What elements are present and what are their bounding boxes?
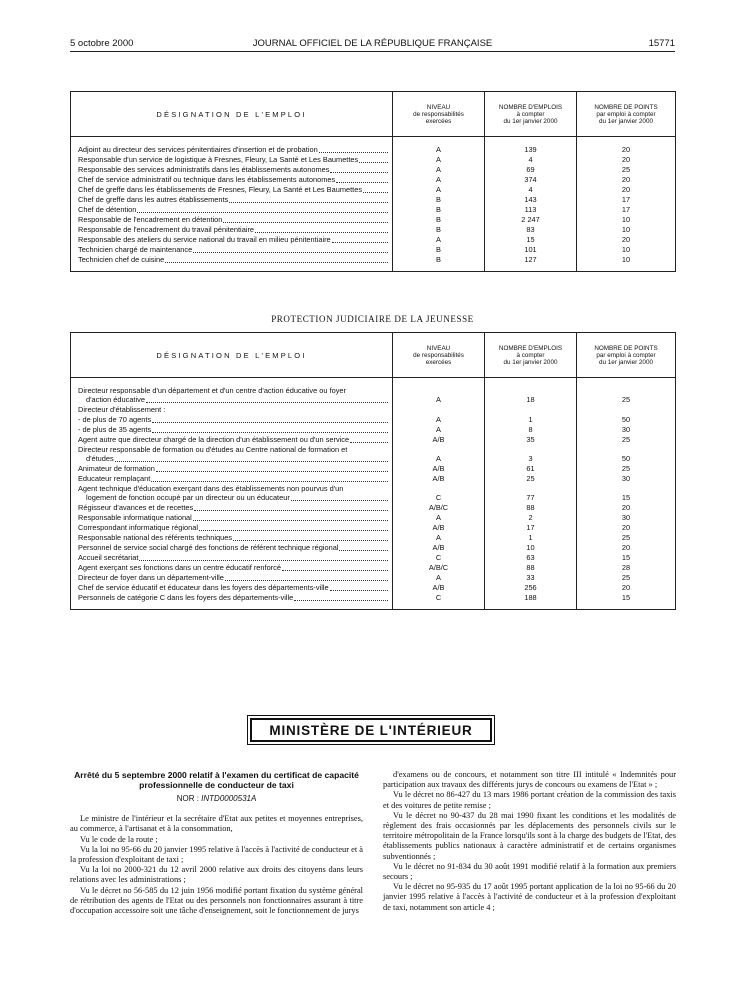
designation-text: - de plus de 70 agents [78, 415, 152, 424]
niveau-cell: A [393, 533, 485, 543]
visa-paragraph: Vu le décret no 91-834 du 30 août 1991 modifié relatif à la formation aux premiers secours ; [383, 861, 676, 882]
leader-dots [350, 442, 388, 443]
points-cell: 20 [577, 523, 676, 533]
designation-text: Technicien chef de cuisine [78, 255, 165, 264]
table-row [71, 415, 676, 425]
designation-text-cont: logement de fonction occupé par un directeur ou un éducateur [86, 493, 290, 502]
visa-paragraph: Vu la loi no 2000-321 du 12 avril 2000 relative aux droits des citoyens dans leurs relations avec les administrations ; [70, 865, 363, 885]
ministry-title: MINISTÈRE DE L'INTÉRIEUR [250, 718, 492, 742]
ministry-banner [247, 715, 495, 745]
designation-cell [71, 425, 393, 435]
emplois-cell: 33 [485, 573, 577, 583]
emplois-cell: 2 247 [485, 215, 577, 225]
designation-text: Responsable des ateliers du service national du travail en milieu pénitentiaire [78, 235, 331, 244]
points-cell: 17 [577, 205, 676, 215]
points-cell: 30 [577, 425, 676, 435]
emplois-cell: 88 [485, 503, 577, 513]
points-cell: 25 [577, 165, 676, 175]
table-row [71, 593, 676, 610]
designation-cell [71, 563, 393, 573]
leader-dots [359, 162, 388, 163]
designation-text: Responsable d'un service de logistique à Fresnes, Fleury, La Santé et Les Baumettes [78, 155, 359, 164]
emplois-cell: 374 [485, 175, 577, 185]
designation-cell [71, 474, 393, 484]
leader-dots [137, 212, 388, 213]
designation-cell [71, 533, 393, 543]
designation-cell [71, 503, 393, 513]
designation-text: Agent exerçant ses fonctions dans un centre éducatif renforcé [78, 563, 281, 572]
designation-cell [71, 523, 393, 533]
designation-text: Accueil secrétariat [78, 553, 139, 562]
leader-dots [363, 192, 388, 193]
emplois-cell: 88 [485, 563, 577, 573]
points-cell: 10 [577, 215, 676, 225]
emplois-cell: 4 [485, 155, 577, 165]
table-row [71, 378, 676, 406]
column-header-emplois: NOMBRE D'EMPLOIS à compter du 1er janvier 2000 [485, 92, 577, 137]
leader-dots [151, 481, 388, 482]
points-cell: 20 [577, 137, 676, 156]
niveau-cell: A [393, 425, 485, 435]
table-row [71, 464, 676, 474]
designation-text: Responsable des services administratifs dans les établissements autonomes [78, 165, 330, 174]
table-row [71, 573, 676, 583]
designation-text: Directeur d'établissement : [78, 405, 166, 414]
designation-cell [71, 137, 393, 156]
designation-cell [71, 235, 393, 245]
points-cell: 10 [577, 245, 676, 255]
leader-dots [115, 461, 388, 462]
designation-text: Chef de greffe dans les établissements de Fresnes, Fleury, La Santé et Les Baumettes [78, 185, 363, 194]
table-row [71, 435, 676, 445]
column-header-designation: DÉSIGNATION DE L'EMPLOI [71, 92, 393, 137]
leader-dots [223, 222, 388, 223]
visa-paragraph: Vu la loi no 95-66 du 20 janvier 1995 relative à l'accès à l'activité de conducteur et à la profession d'exploitant de taxi ; [70, 844, 363, 865]
emplois-cell: 18 [485, 378, 577, 406]
table-row [71, 563, 676, 573]
emplois-cell: 101 [485, 245, 577, 255]
designation-cell [71, 245, 393, 255]
niveau-cell: A/B [393, 583, 485, 593]
arrete-title: Arrêté du 5 septembre 2000 relatif à l'examen du certificat de capacité professionnelle de conducteur de taxi [74, 770, 359, 790]
points-cell: 50 [577, 445, 676, 464]
designation-text: Correspondant informatique régional [78, 523, 198, 532]
emplois-cell: 15 [485, 235, 577, 245]
niveau-cell [393, 405, 485, 415]
visa-paragraph: Vu le décret no 56-585 du 12 juin 1956 modifié portant fixation du système général de rétribution des agents de l'Etat ou des personnels non fonctionnaires assurant à titre d'occupation accessoire soit une tâche d'enseignement, soit le fonctionnement de jurys [70, 885, 363, 916]
points-cell: 20 [577, 155, 676, 165]
points-cell: 20 [577, 185, 676, 195]
designation-cell [71, 435, 393, 445]
designation-text: Responsable de l'encadrement en détention [78, 215, 223, 224]
niveau-cell: B [393, 255, 485, 272]
table-row [71, 245, 676, 255]
designation-cell [71, 405, 393, 415]
table-row [71, 405, 676, 415]
leader-dots [229, 202, 388, 203]
table-administration-penitentiaire [70, 91, 676, 272]
leader-dots [255, 232, 388, 233]
designation-cell [71, 464, 393, 474]
designation-cell [71, 195, 393, 205]
niveau-cell: A/B/C [393, 563, 485, 573]
designation-text: Responsable de l'encadrement du travail pénitentiaire [78, 225, 255, 234]
points-cell: 20 [577, 235, 676, 245]
designation-text: Régisseur d'avances et de recettes [78, 503, 194, 512]
niveau-cell: B [393, 195, 485, 205]
designation-cell [71, 415, 393, 425]
emplois-cell: 17 [485, 523, 577, 533]
designation-cell [71, 215, 393, 225]
niveau-cell: A [393, 137, 485, 156]
niveau-cell: A [393, 445, 485, 464]
leader-dots [330, 172, 388, 173]
designation-cell [71, 155, 393, 165]
points-cell: 25 [577, 464, 676, 474]
niveau-cell: A/B/C [393, 503, 485, 513]
points-cell: 20 [577, 503, 676, 513]
leader-dots [152, 432, 388, 433]
points-cell: 30 [577, 474, 676, 484]
article-column-right [383, 770, 676, 913]
leader-dots [339, 550, 388, 551]
niveau-cell: C [393, 484, 485, 503]
nor-label: NOR : [176, 794, 199, 803]
emplois-cell: 113 [485, 205, 577, 215]
designation-cell [71, 255, 393, 272]
designation-text: Educateur remplaçant [78, 474, 151, 483]
table-row [71, 225, 676, 235]
table-row [71, 137, 676, 156]
designation-text: Directeur responsable d'un département et d'un centre d'action éducative ou foyer [78, 386, 346, 395]
leader-dots [156, 471, 388, 472]
points-cell: 30 [577, 513, 676, 523]
leader-dots [193, 252, 388, 253]
table-row [71, 513, 676, 523]
table-row [71, 533, 676, 543]
emplois-cell: 77 [485, 484, 577, 503]
emplois-cell: 2 [485, 513, 577, 523]
emplois-cell: 1 [485, 415, 577, 425]
leader-dots [336, 182, 388, 183]
points-cell: 17 [577, 195, 676, 205]
table-row [71, 255, 676, 272]
leader-dots [319, 152, 388, 153]
header-date: 5 octobre 2000 [70, 38, 134, 49]
designation-cell [71, 513, 393, 523]
designation-text: Personnels de catégorie C dans les foyers des départements-ville [78, 593, 294, 602]
designation-text: Agent autre que directeur chargé de la direction d'un établissement ou d'un service [78, 435, 350, 444]
leader-dots [193, 520, 388, 521]
designation-text: Chef de détention [78, 205, 137, 214]
column-header-points: NOMBRE DE POINTS par emploi à compter du 1er janvier 2000 [577, 333, 676, 378]
points-cell [577, 405, 676, 415]
points-cell: 25 [577, 573, 676, 583]
emplois-cell: 10 [485, 543, 577, 553]
table-row [71, 484, 676, 503]
column-header-designation: DÉSIGNATION DE L'EMPLOI [71, 333, 393, 378]
designation-cell [71, 553, 393, 563]
emplois-cell: 61 [485, 464, 577, 474]
emplois-cell: 25 [485, 474, 577, 484]
niveau-cell: A/B [393, 474, 485, 484]
designation-text: Technicien chargé de maintenance [78, 245, 193, 254]
article-column-left [70, 770, 363, 916]
column-header-niveau: NIVEAU de responsabilités exercées [393, 92, 485, 137]
leader-dots [146, 402, 388, 403]
niveau-cell: A [393, 155, 485, 165]
table-row [71, 445, 676, 464]
table-row [71, 165, 676, 175]
table-row [71, 175, 676, 185]
emplois-cell: 127 [485, 255, 577, 272]
page-header [70, 38, 675, 52]
table-row [71, 155, 676, 165]
table-row [71, 235, 676, 245]
points-cell: 25 [577, 378, 676, 406]
points-cell: 20 [577, 583, 676, 593]
visa-paragraph: Vu le code de la route ; [80, 834, 158, 844]
header-page-number: 15771 [648, 38, 675, 49]
visa-paragraph: Vu le décret no 86-427 du 13 mars 1986 portant création de la commission des taxis et des voitures de petite remise ; [383, 790, 676, 810]
designation-cell [71, 484, 393, 503]
points-cell: 20 [577, 543, 676, 553]
designation-text: Chef de greffe dans les autres établissements [78, 195, 229, 204]
emplois-cell: 143 [485, 195, 577, 205]
points-cell: 10 [577, 255, 676, 272]
table-row [71, 553, 676, 563]
column-header-emplois: NOMBRE D'EMPLOIS à compter du 1er janvier 2000 [485, 333, 577, 378]
niveau-cell: B [393, 215, 485, 225]
designation-cell [71, 175, 393, 185]
designation-text: Personnel de service social chargé des fonctions de référent technique régional [78, 543, 339, 552]
leader-dots [194, 510, 388, 511]
emplois-cell: 69 [485, 165, 577, 175]
designation-text: Agent technique d'éducation exerçant dans des établissements non pourvus d'un [78, 484, 344, 493]
niveau-cell: C [393, 593, 485, 610]
points-cell: 15 [577, 593, 676, 610]
nor-code: INTD0000531A [201, 794, 257, 803]
niveau-cell: A [393, 175, 485, 185]
points-cell: 15 [577, 553, 676, 563]
column-header-niveau: NIVEAU de responsabilités exercées [393, 333, 485, 378]
designation-cell [71, 543, 393, 553]
emplois-cell: 1 [485, 533, 577, 543]
leader-dots [225, 580, 388, 581]
emplois-cell: 4 [485, 185, 577, 195]
designation-text: Responsable informatique national [78, 513, 192, 522]
designation-text: Animateur de formation [78, 464, 155, 473]
designation-text: Chef de service éducatif et éducateur dans les foyers des départements-ville [78, 583, 329, 592]
nor-reference [70, 794, 363, 804]
points-cell: 10 [577, 225, 676, 235]
designation-cell [71, 573, 393, 583]
emplois-cell: 83 [485, 225, 577, 235]
points-cell: 25 [577, 435, 676, 445]
emplois-cell: 139 [485, 137, 577, 156]
niveau-cell: A [393, 513, 485, 523]
visa-paragraph: Le ministre de l'intérieur et la secrétaire d'Etat aux petites et moyennes entreprises, au commerce, à l'artisanat et à la consommation, [70, 814, 363, 834]
column-header-points: NOMBRE DE POINTS par emploi à compter du 1er janvier 2000 [577, 92, 676, 137]
designation-text: Responsable national des référents techniques [78, 533, 233, 542]
table-row [71, 425, 676, 435]
designation-text-cont: d'études [86, 454, 114, 463]
table-row [71, 523, 676, 533]
emplois-cell: 188 [485, 593, 577, 610]
points-cell: 50 [577, 415, 676, 425]
niveau-cell: A [393, 573, 485, 583]
section-title-pjj: PROTECTION JUDICIAIRE DE LA JEUNESSE [271, 314, 474, 324]
table-row [71, 583, 676, 593]
table-row [71, 543, 676, 553]
table-row [71, 205, 676, 215]
table-row [71, 474, 676, 484]
table-body [71, 378, 676, 610]
designation-cell [71, 593, 393, 610]
designation-text: Directeur responsable de formation ou d'études au Centre national de formation et [78, 445, 348, 454]
points-cell: 20 [577, 175, 676, 185]
designation-cell [71, 165, 393, 175]
designation-text-cont: d'action éducative [86, 395, 145, 404]
niveau-cell: A/B [393, 464, 485, 474]
designation-text: Adjoint au directeur des services pénitentiaires d'insertion et de probation [78, 145, 318, 154]
points-cell: 15 [577, 484, 676, 503]
niveau-cell: B [393, 225, 485, 235]
designation-text: Chef de service administratif ou technique dans les établissements autonomes [78, 175, 336, 184]
designation-cell [71, 225, 393, 235]
designation-cell [71, 185, 393, 195]
leader-dots [330, 590, 388, 591]
leader-dots [152, 422, 388, 423]
table-row [71, 195, 676, 205]
leader-dots [233, 540, 388, 541]
leader-dots [291, 500, 388, 501]
emplois-cell: 35 [485, 435, 577, 445]
niveau-cell: C [393, 553, 485, 563]
niveau-cell: B [393, 245, 485, 255]
emplois-cell: 8 [485, 425, 577, 435]
niveau-cell: A/B [393, 435, 485, 445]
designation-text: - de plus de 35 agents [78, 425, 152, 434]
designation-text: Directeur de foyer dans un département-ville [78, 573, 224, 582]
table-row [71, 503, 676, 513]
niveau-cell: A [393, 378, 485, 406]
emplois-cell [485, 405, 577, 415]
header-journal-title: JOURNAL OFFICIEL DE LA RÉPUBLIQUE FRANÇAISE [252, 38, 493, 49]
emplois-cell: 3 [485, 445, 577, 464]
table-row [71, 215, 676, 225]
emplois-cell: 63 [485, 553, 577, 563]
points-cell: 25 [577, 533, 676, 543]
emplois-cell: 256 [485, 583, 577, 593]
designation-cell [71, 378, 393, 406]
table-protection-judiciaire-jeunesse [70, 332, 676, 610]
niveau-cell: A [393, 235, 485, 245]
niveau-cell: A/B [393, 543, 485, 553]
niveau-cell: A [393, 185, 485, 195]
leader-dots [282, 570, 388, 571]
designation-cell [71, 445, 393, 464]
niveau-cell: A [393, 165, 485, 175]
table-row [71, 185, 676, 195]
niveau-cell: B [393, 205, 485, 215]
leader-dots [139, 560, 388, 561]
visa-paragraph: Vu le décret no 95-935 du 17 août 1995 portant application de la loi no 95-66 du 20 janvier 1995 relative à l'accès à l'activité de conducteur et à la profession d'exploitant de taxi, notamment son article 4 ; [383, 882, 676, 912]
leader-dots [199, 530, 388, 531]
leader-dots [165, 262, 388, 263]
visa-paragraph: d'examens ou de concours, et notamment son titre III intitulé « Indemnités pour participation aux travaux des différents jurys de concours ou examens de l'Etat » ; [383, 770, 676, 790]
niveau-cell: A [393, 415, 485, 425]
leader-dots [332, 242, 388, 243]
points-cell: 28 [577, 563, 676, 573]
designation-cell [71, 583, 393, 593]
table-body [71, 137, 676, 272]
leader-dots [294, 600, 388, 601]
designation-cell [71, 205, 393, 215]
visa-paragraph: Vu le décret no 90-437 du 28 mai 1990 fixant les conditions et les modalités de règlement des frais occasionnés par les déplacements des personnels civils sur le territoire métropolitain de la France lorsqu'ils sont à la charge des budgets de l'Etat, des établissements publics nationaux à caractère administratif et de certains organismes subventionnés ; [383, 810, 676, 861]
niveau-cell: A/B [393, 523, 485, 533]
